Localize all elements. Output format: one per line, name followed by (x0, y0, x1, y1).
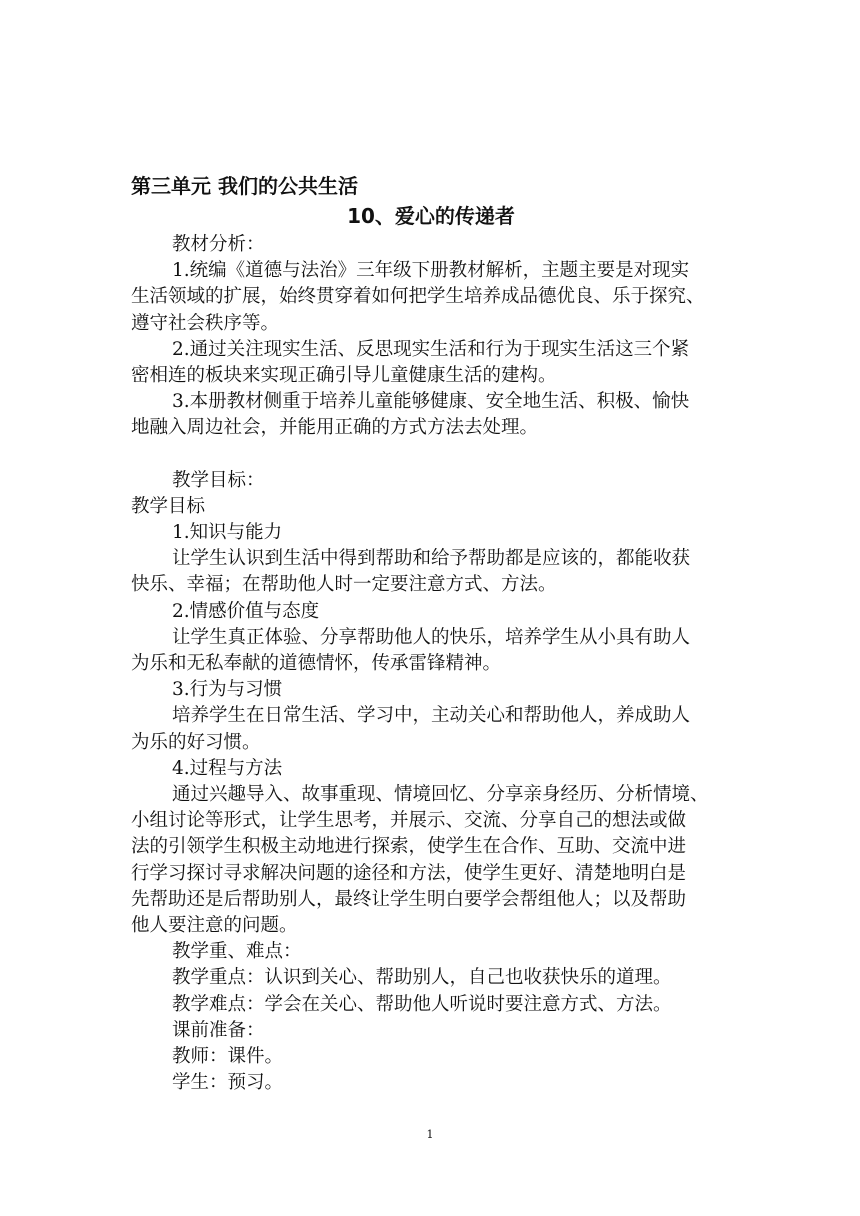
goal-2-line: 为乐和无私奉献的道德情怀，传承雷锋精神。 (131, 653, 502, 675)
unit-title: 第三单元 我们的公共生活 (131, 174, 358, 198)
goal-4-line: 他人要注意的问题。 (131, 915, 298, 937)
analysis-p2-line: 密相连的板块来实现正确引导儿童健康生活的建构。 (131, 365, 557, 387)
page-number: 1 (426, 1128, 434, 1141)
goal-1-line: 让学生认识到生活中得到帮助和给予帮助都是应该的，都能收获 (172, 548, 691, 570)
analysis-p3-line: 地融入周边社会，并能用正确的方式方法去处理。 (131, 417, 539, 439)
goal-3-title: 3.行为与习惯 (172, 679, 283, 701)
goal-2-line: 让学生真正体验、分享帮助他人的快乐，培养学生从小具有助人 (172, 626, 691, 648)
goal-1-title: 1.知识与能力 (172, 522, 283, 544)
preparation-student: 学生：预习。 (172, 1072, 284, 1094)
analysis-p1-line: 1.统编《道德与法治》三年级下册教材解析，主题主要是对现实 (172, 260, 690, 282)
goal-3-line: 培养学生在日常生活、学习中，主动关心和帮助他人，养成助人 (172, 705, 691, 727)
analysis-p3-line: 3.本册教材侧重于培养儿童能够健康、安全地生活、积极、愉快 (172, 391, 690, 413)
goal-4-line: 行学习探讨寻求解决问题的途径和方法，使学生更好、清楚地明白是 (131, 862, 687, 884)
analysis-p1-line: 生活领域的扩展，始终贯穿着如何把学生培养成品德优良、乐于探究、 (131, 286, 705, 308)
goal-4-title: 4.过程与方法 (172, 757, 283, 779)
analysis-p2-line: 2.通过关注现实生活、反思现实生活和行为于现实生活这三个紧 (172, 338, 690, 360)
goals-heading: 教学目标： (172, 469, 265, 491)
goal-4-line: 小组讨论等形式，让学生思考，并展示、交流、分享自己的想法或做 (131, 810, 687, 832)
goal-4-line: 法的引领学生积极主动地进行探索，使学生在合作、互助、交流中进 (131, 836, 687, 858)
goal-4-line: 先帮助还是后帮助别人，最终让学生明白要学会帮组他人；以及帮助 (131, 888, 687, 910)
preparation-teacher: 教师：课件。 (172, 1046, 284, 1068)
goal-1-line: 快乐、幸福；在帮助他人时一定要注意方式、方法。 (131, 574, 557, 596)
blank-line (131, 442, 731, 468)
goals-subheading: 教学目标 (131, 495, 206, 517)
goal-4-line: 通过兴趣导入、故事重现、情境回忆、分享亲身经历、分析情境、 (172, 784, 709, 806)
analysis-heading: 教材分析： (172, 234, 265, 255)
goal-2-title: 2.情感价值与态度 (172, 600, 320, 622)
key-points-heading: 教学重、难点： (172, 941, 302, 963)
document-body (131, 171, 731, 1097)
lesson-title: 10、爱心的传递者 (347, 204, 515, 228)
goal-3-line: 为乐的好习惯。 (131, 731, 261, 753)
key-point-focus: 教学重点：认识到关心、帮助别人，自己也收获快乐的道理。 (172, 967, 672, 989)
preparation-heading: 课前准备： (172, 1019, 265, 1041)
analysis-p1-line: 遵守社会秩序等。 (131, 312, 280, 334)
key-point-difficulty: 教学难点：学会在关心、帮助他人听说时要注意方式、方法。 (172, 993, 672, 1015)
